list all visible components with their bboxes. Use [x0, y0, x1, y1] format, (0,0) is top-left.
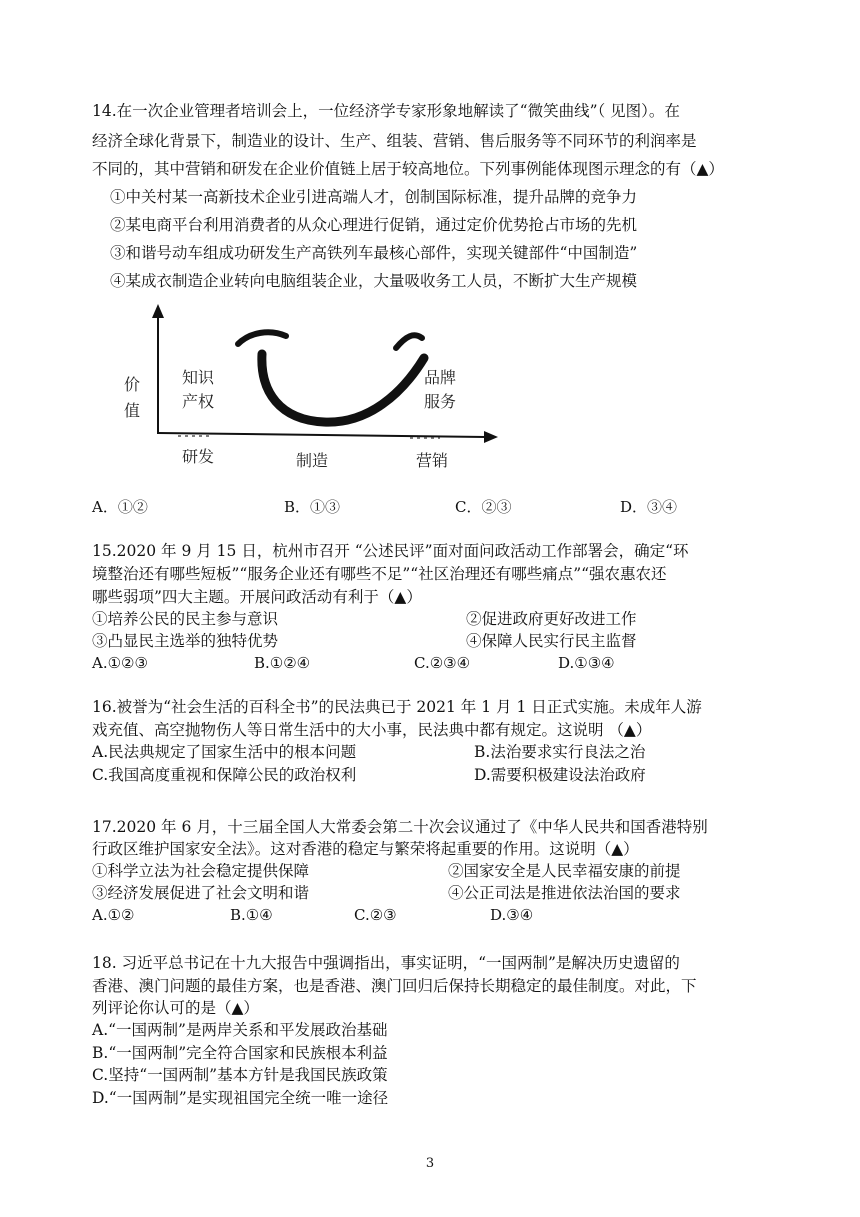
q14-stem-line3: 不同的，其中营销和研发在企业价值链上居于较高地位。下列事例能体现图示理念的有（▲）: [92, 160, 724, 178]
q15-option-a[interactable]: A.①②③: [92, 654, 148, 672]
x-label-manufacturing: 制造: [296, 451, 329, 470]
q17-item-4: ④公正司法是推进依法治国的要求: [448, 884, 681, 902]
q16-option-a[interactable]: A.民法典规定了国家生活中的根本问题: [92, 743, 357, 761]
q15-item-2: ②促进政府更好改进工作: [466, 610, 637, 628]
q15-option-b[interactable]: B.①②④: [254, 654, 311, 672]
q14-item-2: ②某电商平台利用消费者的从众心理进行促销，通过定价优势抢占市场的先机: [110, 216, 638, 234]
q17-item-2: ②国家安全是人民幸福安康的前提: [448, 862, 681, 880]
q15-stem-line1: 15.2020 年 9 月 15 日，杭州市召开 “公述民评”面对面问政活动工作部署会，确定“环: [92, 542, 689, 560]
q14-option-b[interactable]: B．①③: [284, 498, 341, 516]
q18-stem-line3: 列评论你认可的是（▲）: [92, 999, 259, 1017]
q18-option-a[interactable]: A.“一国两制”是两岸关系和平发展政治基础: [92, 1021, 388, 1039]
q18-option-d[interactable]: D.“一国两制”是实现祖国完全统一唯一途径: [92, 1089, 389, 1107]
q14-option-a[interactable]: A．①②: [92, 498, 148, 516]
q14-stem-line2: 经济全球化背景下，制造业的设计、生产、组装、营销、售后服务等不同环节的利润率是: [92, 132, 697, 150]
q14-option-c[interactable]: C．②③: [455, 498, 512, 516]
brand-service-label: 品牌服务: [424, 368, 457, 411]
q15-item-1: ①培养公民的民主参与意识: [92, 610, 279, 628]
smile-left-stroke: [238, 332, 286, 344]
x-axis-arrow: [484, 431, 498, 443]
q18-stem-line1: 18. 习近平总书记在十九大报告中强调指出，事实证明，“一国两制”是解决历史遗留的: [92, 954, 680, 972]
smile-curve-figure: [110, 296, 510, 476]
x-label-marketing: 营销: [416, 451, 449, 470]
q14-stem-line1: 14.在一次企业管理者培训会上，一位经济学专家形象地解读了“微笑曲线”（ 见图）。在: [92, 102, 680, 120]
smile-right-stroke: [396, 335, 422, 348]
intellectual-property-label: 知识产权: [182, 368, 215, 411]
q17-stem-line2: 行政区维护国家安全法》。这对香港的稳定与繁荣将起重要的作用。这说明（▲）: [92, 840, 639, 858]
x-label-rnd: 研发: [182, 447, 215, 466]
q16-option-b[interactable]: B.法治要求实行良法之治: [474, 743, 646, 761]
q15-item-4: ④保障人民实行民主监督: [466, 632, 637, 650]
q16-option-d[interactable]: D.需要积极建设法治政府: [474, 766, 646, 784]
q15-stem-line3: 哪些弱项”四大主题。开展问政活动有利于（▲）: [92, 588, 422, 606]
page-number: 3: [425, 1156, 435, 1171]
q17-option-a[interactable]: A.①②: [92, 906, 135, 924]
q17-option-d[interactable]: D.③④: [490, 906, 534, 924]
q14-item-4: ④某成衣制造企业转向电脑组装企业，大量吸收务工人员，不断扩大生产规模: [110, 272, 638, 290]
q16-stem-line1: 16.被誉为“社会生活的百科全书”的民法典已于 2021 年 1 月 1 日正式实施。未成年人游: [92, 698, 702, 716]
q17-item-3: ③经济发展促进了社会文明和谐: [92, 884, 310, 902]
q15-stem-line2: 境整治还有哪些短板”“服务企业还有哪些不足”“社区治理还有哪些痛点”“强农惠农还: [92, 565, 667, 583]
q17-item-1: ①科学立法为社会稳定提供保障: [92, 862, 310, 880]
q18-stem-line2: 香港、澳门问题的最佳方案，也是香港、澳门回归后保持长期稳定的最佳制度。对此，下: [92, 977, 697, 995]
q15-option-c[interactable]: C.②③④: [414, 654, 471, 672]
q15-option-d[interactable]: D.①③④: [558, 654, 615, 672]
q16-stem-line2: 戏充值、高空抛物伤人等日常生活中的大小事，民法典中都有规定。这说明 （▲）: [92, 721, 652, 739]
q15-item-3: ③凸显民主选举的独特优势: [92, 632, 279, 650]
q16-option-c[interactable]: C.我国高度重视和保障公民的政治权利: [92, 766, 357, 784]
smile-curve: [262, 354, 424, 422]
q14-item-1: ①中关村某一高新技术企业引进高端人才，创制国际标准，提升品牌的竞争力: [110, 188, 638, 206]
y-axis-arrow: [152, 304, 164, 318]
q18-option-b[interactable]: B.“一国两制”完全符合国家和民族根本利益: [92, 1044, 388, 1062]
q14-option-d[interactable]: D．③④: [620, 498, 678, 516]
q17-option-c[interactable]: C.②③: [354, 906, 397, 924]
q14-item-3: ③和谐号动车组成功研发生产高铁列车最核心部件，实现关键部件“中国制造”: [110, 244, 638, 262]
axis-value-label: 价值: [124, 375, 141, 420]
q18-option-c[interactable]: C.坚持“一国两制”基本方针是我国民族政策: [92, 1066, 388, 1084]
q17-stem-line1: 17.2020 年 6 月，十三届全国人大常委会第二十次会议通过了《中华人民共和国香港特别: [92, 818, 708, 836]
q17-option-b[interactable]: B.①④: [230, 906, 273, 924]
